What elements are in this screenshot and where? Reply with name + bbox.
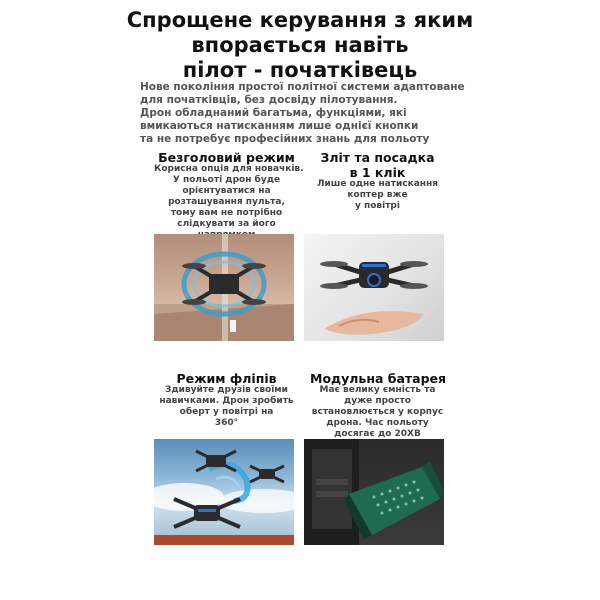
feature-desc-line: дрона. Час польоту	[326, 418, 429, 428]
drone-road-image	[154, 234, 294, 341]
feature-desc-line: Корисна опція для новачків.	[154, 164, 304, 174]
drones-sky-image	[154, 439, 294, 545]
headless-mode-photo	[154, 234, 294, 341]
feature-battery-title	[310, 371, 445, 386]
feature-desc-line: встановлюється у корпус	[311, 407, 444, 417]
feature-desc-line: оберт у повітрі на	[179, 407, 274, 417]
intro-line: та не потребує професійних знань для польоту	[140, 133, 430, 145]
feature-flips-desc	[154, 385, 299, 429]
headline	[0, 8, 600, 83]
feature-desc-line: навичками. Дрон зробить	[159, 396, 294, 406]
feature-headless-desc	[154, 164, 304, 241]
feature-desc-line: Здивуйте друзів своїми	[165, 385, 288, 395]
modular-battery-photo	[304, 439, 444, 545]
feature-desc-line: дуже просто	[344, 396, 411, 406]
feature-takeoff-title	[310, 150, 445, 180]
feature-desc-line: розташування пульта,	[168, 197, 285, 207]
feature-title-text: Модульна батарея	[310, 371, 447, 386]
intro-line: Дрон обладнаний багатьма, функціями, які	[140, 107, 407, 119]
feature-desc-line: у повітрі	[355, 201, 400, 211]
drone-hand-image	[304, 234, 444, 341]
feature-desc-line: Лише одне натискання	[316, 179, 439, 189]
feature-desc-line: орієнтуватися на	[182, 186, 271, 196]
intro-line: для початківців, без досвіду пілотування.	[140, 94, 398, 106]
feature-desc-line: Має велику ємність та	[319, 385, 436, 395]
feature-desc-line: досягає до 20ХВ	[334, 429, 421, 439]
feature-headless-title	[154, 150, 299, 165]
headline-line: пілот - початківець	[182, 58, 418, 82]
feature-title-text: Режим фліпів	[176, 371, 277, 386]
feature-battery-desc	[310, 385, 445, 440]
feature-desc-line: 360°	[214, 418, 239, 428]
headline-line: впорається навіть	[191, 33, 409, 57]
feature-title-text: в 1 клік	[349, 165, 406, 180]
intro-line: Нове покоління простої політної системи адаптоване	[140, 81, 465, 93]
feature-desc-line: тому вам не потрібно	[170, 208, 283, 218]
battery-image	[304, 439, 444, 545]
intro-line: вмикаються натисканням лише однієї кнопки	[140, 120, 419, 132]
intro-paragraph	[140, 81, 470, 146]
feature-desc-line: У польоті дрон буде	[172, 175, 281, 185]
feature-title-text: Зліт та посадка	[320, 150, 435, 165]
feature-desc-line: коптер вже	[347, 190, 408, 200]
one-key-takeoff-photo	[304, 234, 444, 341]
feature-title-text: Безголовий режим	[158, 150, 295, 165]
feature-desc-line: слідкувати за його	[177, 219, 276, 229]
feature-flips-title	[154, 371, 299, 386]
flip-mode-photo	[154, 439, 294, 545]
feature-takeoff-desc	[310, 179, 445, 212]
headline-line: Спрощене керування з яким	[126, 8, 474, 32]
